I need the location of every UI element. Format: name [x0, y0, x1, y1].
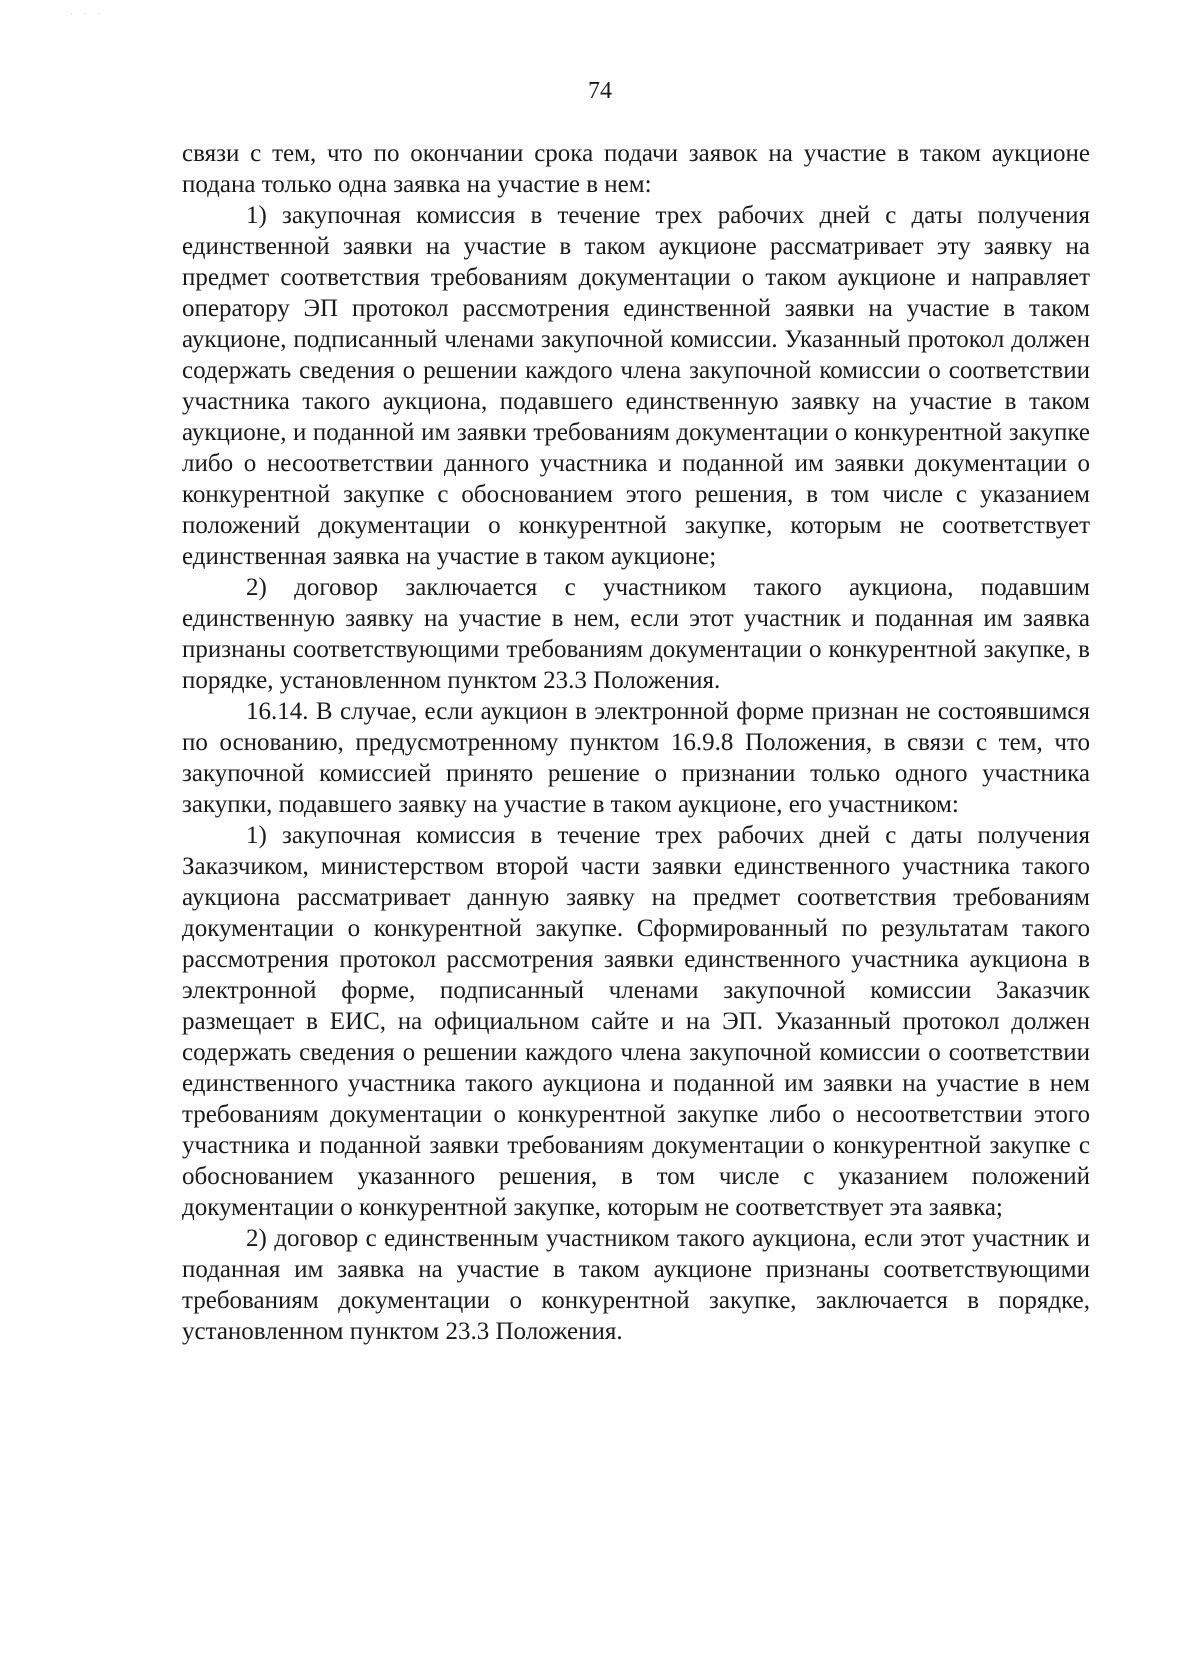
paragraph-item-2: 2) договор заключается с участником такого аукциона, подавшим единственную заявку на участие в нем, если этот участник и поданная им заявка признаны соответствующими требованиям документации о конкурентной закупке, в порядке, установленном пунктом 23.3 Положения.	[182, 574, 1090, 694]
paragraph-section-16-14: 16.14. В случае, если аукцион в электронной форме признан не состоявшимся по основанию, предусмотренному пунктом 16.9.8 Положения, в связи с тем, что закупочной комиссией принято решение о признании только одного участника закупки, подавшего заявку на участие в таком аукционе, его участником:	[182, 698, 1090, 818]
page-number: 74	[588, 78, 612, 104]
paragraph-item-2-b: 2) договор с единственным участником такого аукциона, если этот участник и поданная им заявка на участие в таком аукционе признаны соответствующими требованиям документации о конкурентной закупке, заключается в порядке, установленном пунктом 23.3 Положения.	[182, 1225, 1090, 1345]
document-body	[182, 138, 1090, 1347]
paragraph-continuation: связи с тем, что по окончании срока подачи заявок на участие в таком аукционе подана только одна заявка на участие в нем:	[182, 140, 1090, 198]
paragraph-item-1-b: 1) закупочная комиссия в течение трех рабочих дней с даты получения Заказчиком, министерством второй части заявки единственного участника такого аукциона рассматривает данную заявку на предмет соответствия требованиям документации о конкурентной закупке. Сформированный по результатам такого рассмотрения протокол рассмотрения заявки единственного участника аукциона в электронной форме, подписанный членами закупочной комиссии Заказчик размещает в ЕИС, на официальном сайте и на ЭП. Указанный протокол должен содержать сведения о решении каждого члена закупочной комиссии о соответствии единственного участника такого аукциона и поданной им заявки на участие в нем требованиям документации о конкурентной закупке либо о несоответствии этого участника и поданной заявки требованиям документации о конкурентной закупке с обоснованием указанного решения, в том числе с указанием положений документации о конкурентной закупке, которым не соответствует эта заявка;	[182, 822, 1090, 1221]
scan-artifact-mark: · · ·	[70, 10, 105, 20]
paragraph-item-1: 1) закупочная комиссия в течение трех рабочих дней с даты получения единственной заявки на участие в таком аукционе рассматривает эту заявку на предмет соответствия требованиям документации о таком аукционе и направляет оператору ЭП протокол рассмотрения единственной заявки на участие в таком аукционе, подписанный членами закупочной комиссии. Указанный протокол должен содержать сведения о решении каждого члена закупочной комиссии о соответствии участника такого аукциона, подавшего единственную заявку на участие в таком аукционе, и поданной им заявки требованиям документации о конкурентной закупке либо о несоответствии данного участника и поданной им заявки документации о конкурентной закупке с обоснованием этого решения, в том числе с указанием положений документации о конкурентной закупке, которым не соответствует единственная заявка на участие в таком аукционе;	[182, 202, 1090, 570]
